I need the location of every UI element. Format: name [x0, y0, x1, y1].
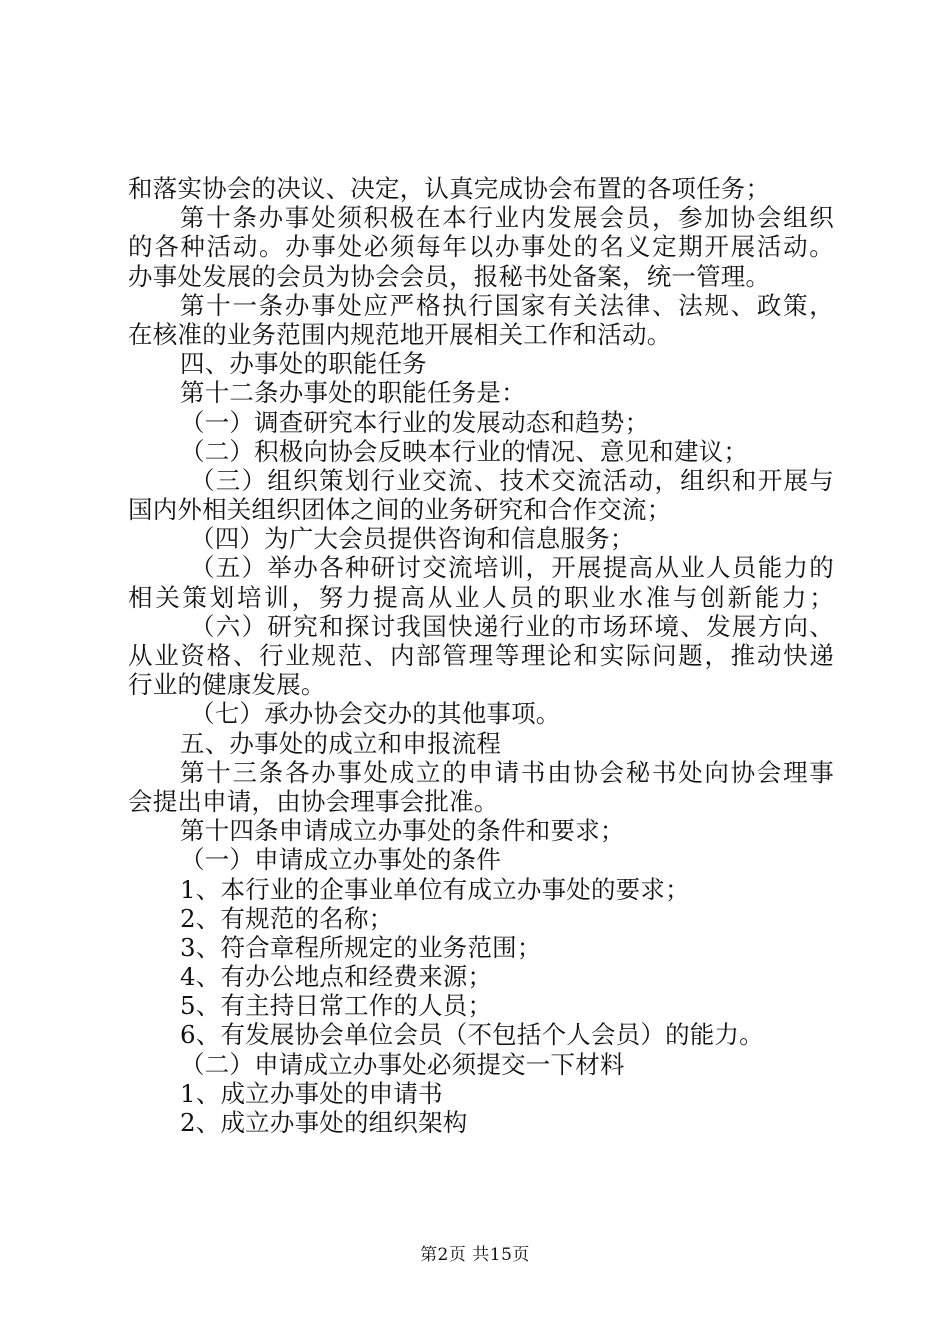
- list-item: 1、本行业的企事业单位有成立办事处的要求；: [180, 874, 690, 904]
- list-item: （二）积极向协会反映本行业的情况、意见和建议；: [180, 436, 749, 466]
- list-item: （三）组织策划行业交流、技术交流活动，组织和开展与: [190, 465, 834, 495]
- list-item: （一）申请成立办事处的条件: [180, 845, 502, 875]
- list-item: 5、有主持日常工作的人员；: [180, 991, 493, 1021]
- document-body: [128, 174, 834, 1137]
- text-line: 行业的健康发展。: [128, 670, 326, 700]
- list-item: （一）调查研究本行业的发展动态和趋势；: [180, 407, 650, 437]
- text-line: 第十三条各办事处成立的申请书由协会秘书处向协会理事: [180, 757, 834, 787]
- text-line: 从业资格、行业规范、内部管理等理论和实际问题，推动快递: [128, 641, 834, 670]
- section-heading: 四、办事处的职能任务: [180, 349, 427, 379]
- text-line: 第十二条办事处的职能任务是：: [180, 378, 526, 408]
- text-line: 在核准的业务范围内规范地开展相关工作和活动。: [128, 319, 672, 349]
- text-line: 会提出申请，由协会理事会批准。: [128, 786, 499, 816]
- list-item: （二）申请成立办事处必须提交一下材料: [180, 1049, 625, 1079]
- list-item: 2、有规范的名称；: [180, 903, 394, 933]
- list-item: （五）举办各种研讨交流培训，开展提高从业人员能力的: [190, 553, 834, 583]
- text-line: 相关策划培训，努力提高从业人员的职业水准与创新能力；: [128, 582, 834, 612]
- list-item: 6、有发展协会单位会员（不包括个人会员）的能力。: [180, 1020, 764, 1050]
- text-line: 的各种活动。办事处必须每年以办事处的名义定期开展活动。: [128, 232, 834, 262]
- text-line: 和落实协会的决议、决定，认真完成协会布置的各项任务；: [128, 174, 771, 203]
- text-line: 国内外相关组织团体之间的业务研究和合作交流；: [128, 495, 672, 525]
- section-heading: 五、办事处的成立和申报流程: [180, 728, 502, 758]
- list-item: 2、成立办事处的组织架构: [180, 1108, 468, 1137]
- list-item: 3、符合章程所规定的业务范围；: [180, 932, 542, 962]
- text-line: 第十一条办事处应严格执行国家有关法律、法规、政策，: [180, 290, 834, 320]
- list-item: （七）承办协会交办的其他事项。: [190, 699, 561, 729]
- list-item: 1、成立办事处的申请书: [180, 1078, 443, 1108]
- page-number: 第2页 共15页: [420, 1245, 530, 1265]
- list-item: 4、有办公地点和经费来源；: [180, 962, 493, 992]
- text-line: 办事处发展的会员为协会会员，报秘书处备案，统一管理。: [128, 261, 771, 291]
- list-item: （六）研究和探讨我国快递行业的市场环境、发展方向、: [190, 611, 834, 641]
- text-line: 第十四条申请成立办事处的条件和要求；: [180, 816, 625, 846]
- text-line: 第十条办事处须积极在本行业内发展会员，参加协会组织: [180, 203, 834, 233]
- list-item: （四）为广大会员提供咨询和信息服务；: [190, 524, 635, 554]
